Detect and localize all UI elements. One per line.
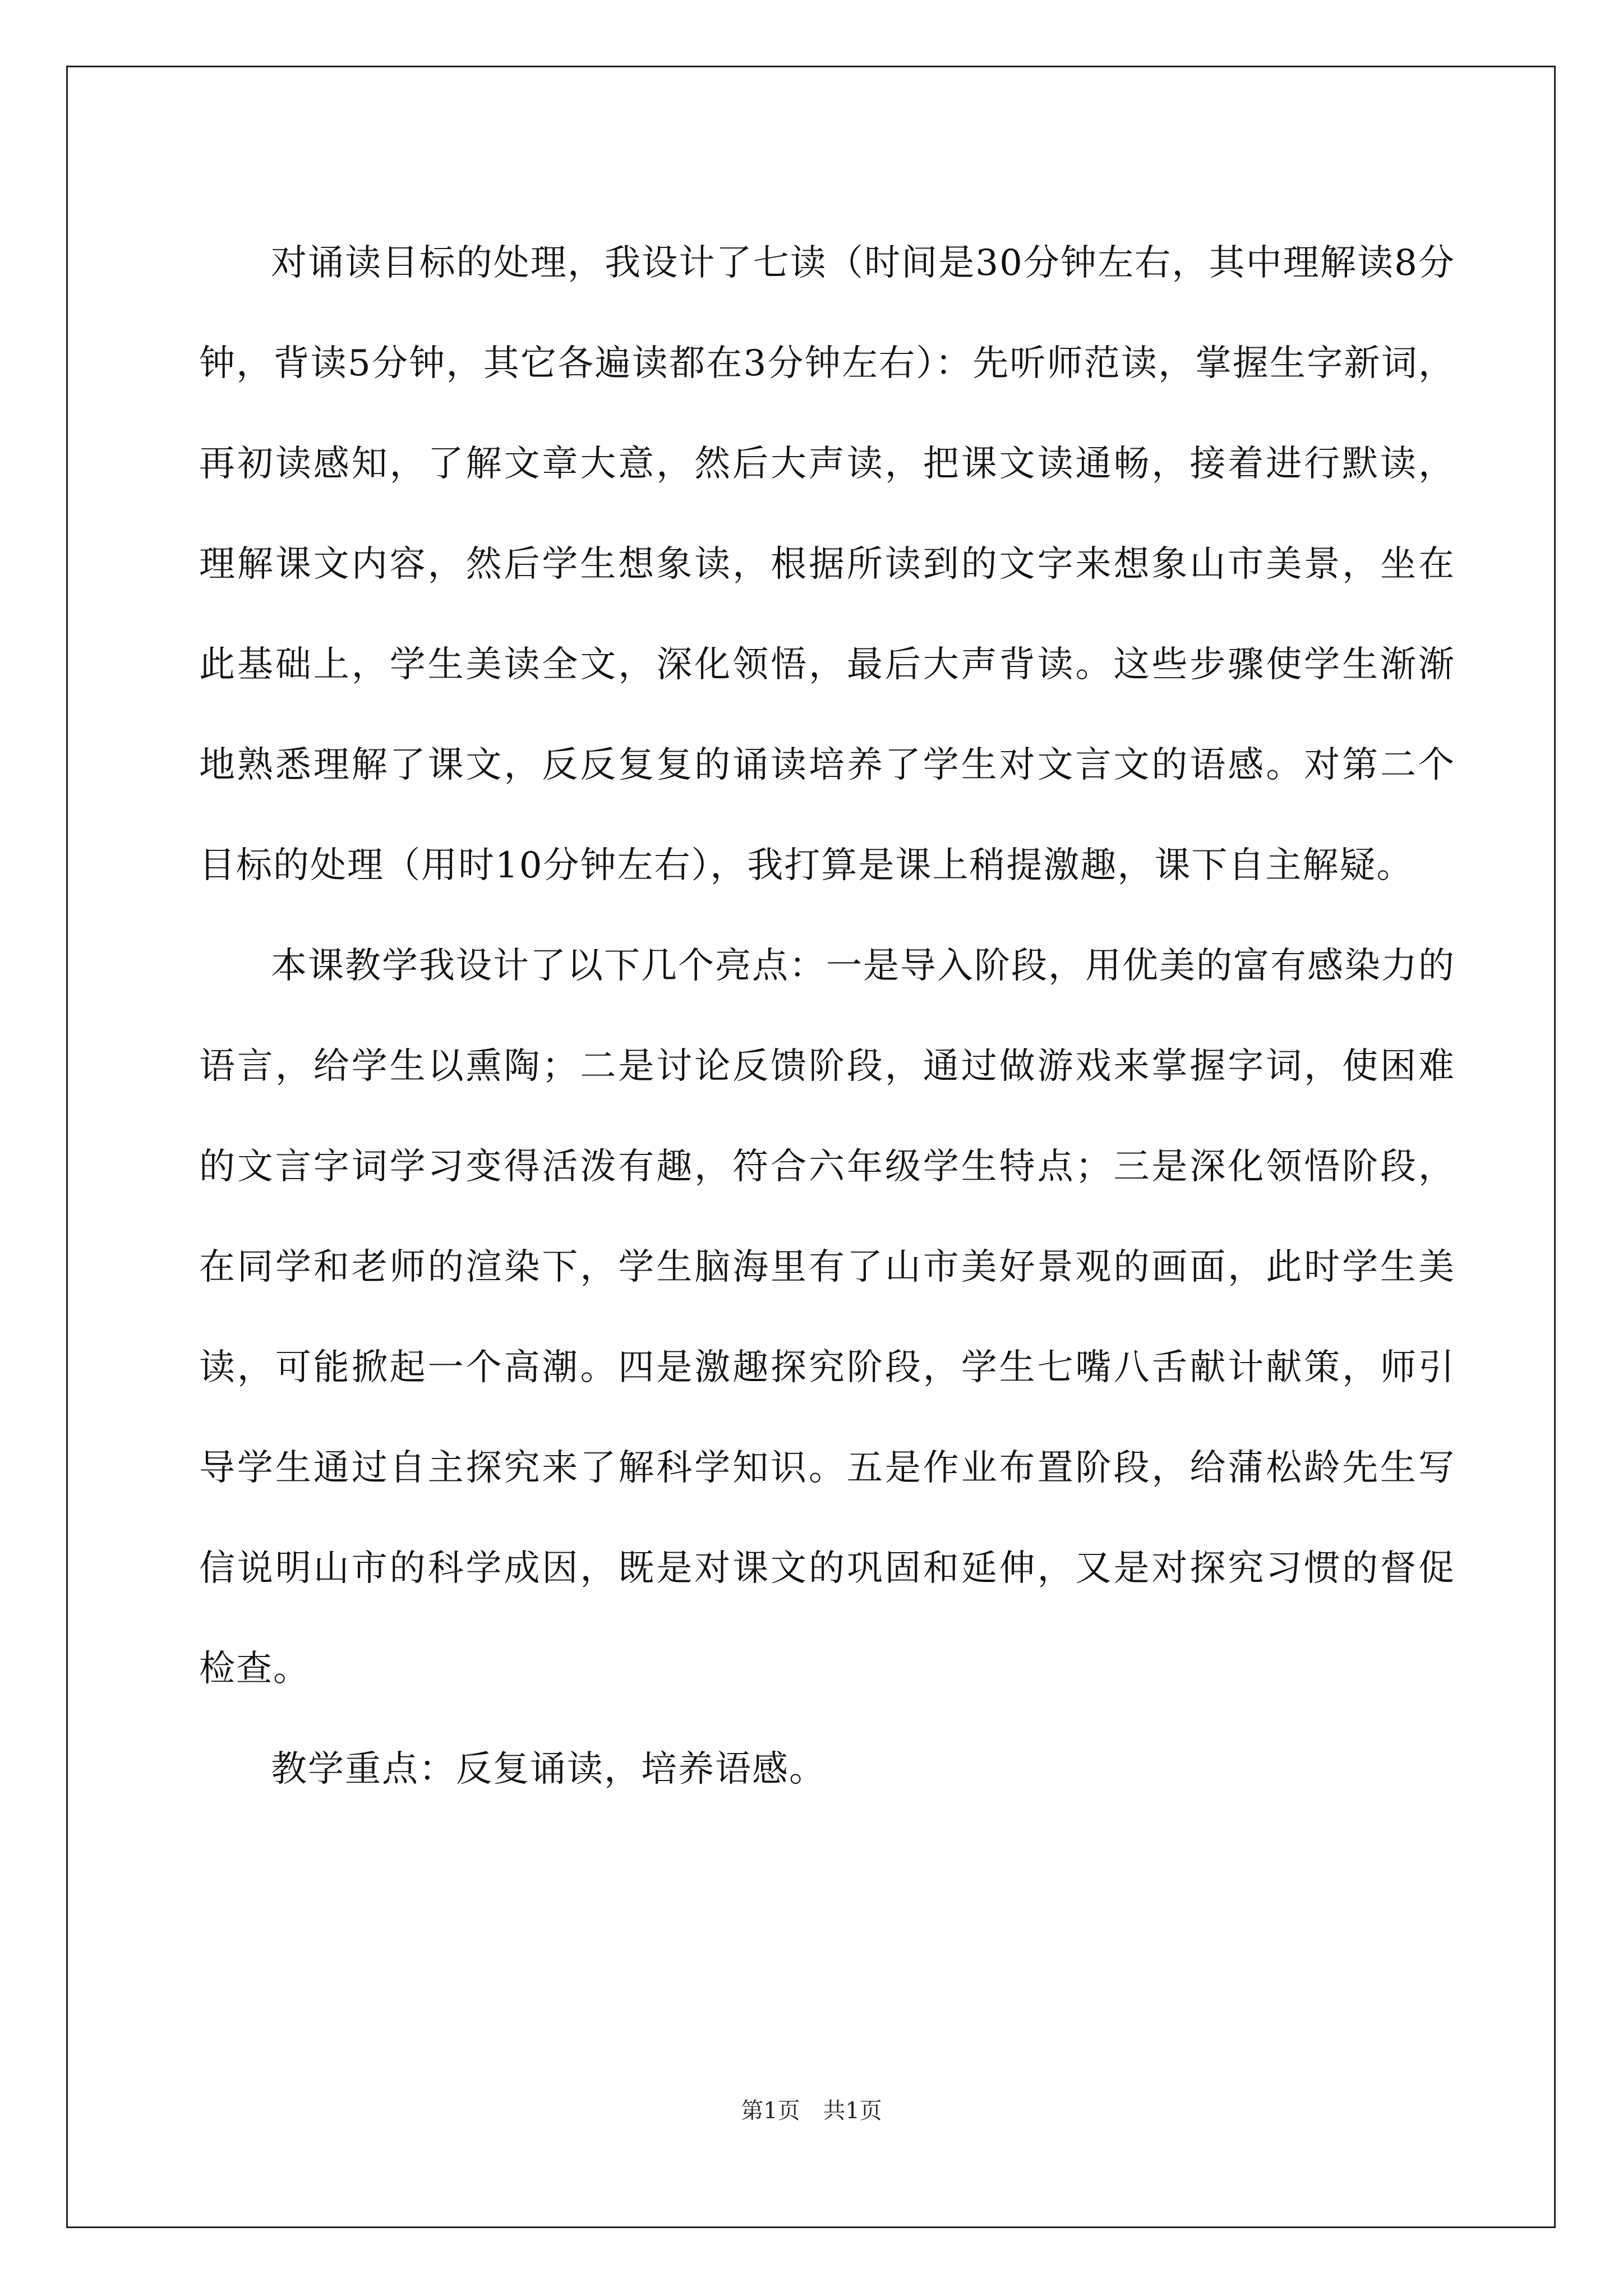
document-body bbox=[199, 213, 1455, 1820]
paragraph-reading-goals: 对诵读目标的处理，我设计了七读（时间是30分钟左右，其中理解读8分钟，背读5分钟，其它各遍读都在3分钟左右）：先听师范读，掌握生字新词，再初读感知，了解文章大意，然后大声读，把课文读通畅，接着进行默读，理解课文内容，然后学生想象读，根据所读到的文字来想象山市美景，坐在此基础上，学生美读全文，深化领悟，最后大声背读。这些步骤使学生渐渐地熟悉理解了课文，反反复复的诵读培养了学生对文言文的语感。对第二个目标的处理（用时10分钟左右），我打算是课上稍提激趣，课下自主解疑。 bbox=[199, 242, 1455, 886]
page-footer bbox=[0, 2095, 1623, 2127]
page-total: 共1页 bbox=[823, 2098, 882, 2124]
paragraph-highlights: 本课教学我设计了以下几个亮点：一是导入阶段，用优美的富有感染力的语言，给学生以熏陶；二是讨论反馈阶段，通过做游戏来掌握字词，使困难的文言字词学习变得活泼有趣，符合六年级学生特点；三是深化领悟阶段，在同学和老师的渲染下，学生脑海里有了山市美好景观的画面，此时学生美读，可能掀起一个高潮。四是激趣探究阶段，学生七嘴八舌献计献策，师引导学生通过自主探究来了解科学知识。五是作业布置阶段，给蒲松龄先生写信说明山市的科学成因，既是对课文的巩固和延伸，又是对探究习惯的督促检查。 bbox=[199, 945, 1455, 1690]
paragraph-key-points: 教学重点：反复诵读，培养语感。 bbox=[271, 1749, 826, 1790]
page-number: 第1页 bbox=[741, 2098, 800, 2124]
